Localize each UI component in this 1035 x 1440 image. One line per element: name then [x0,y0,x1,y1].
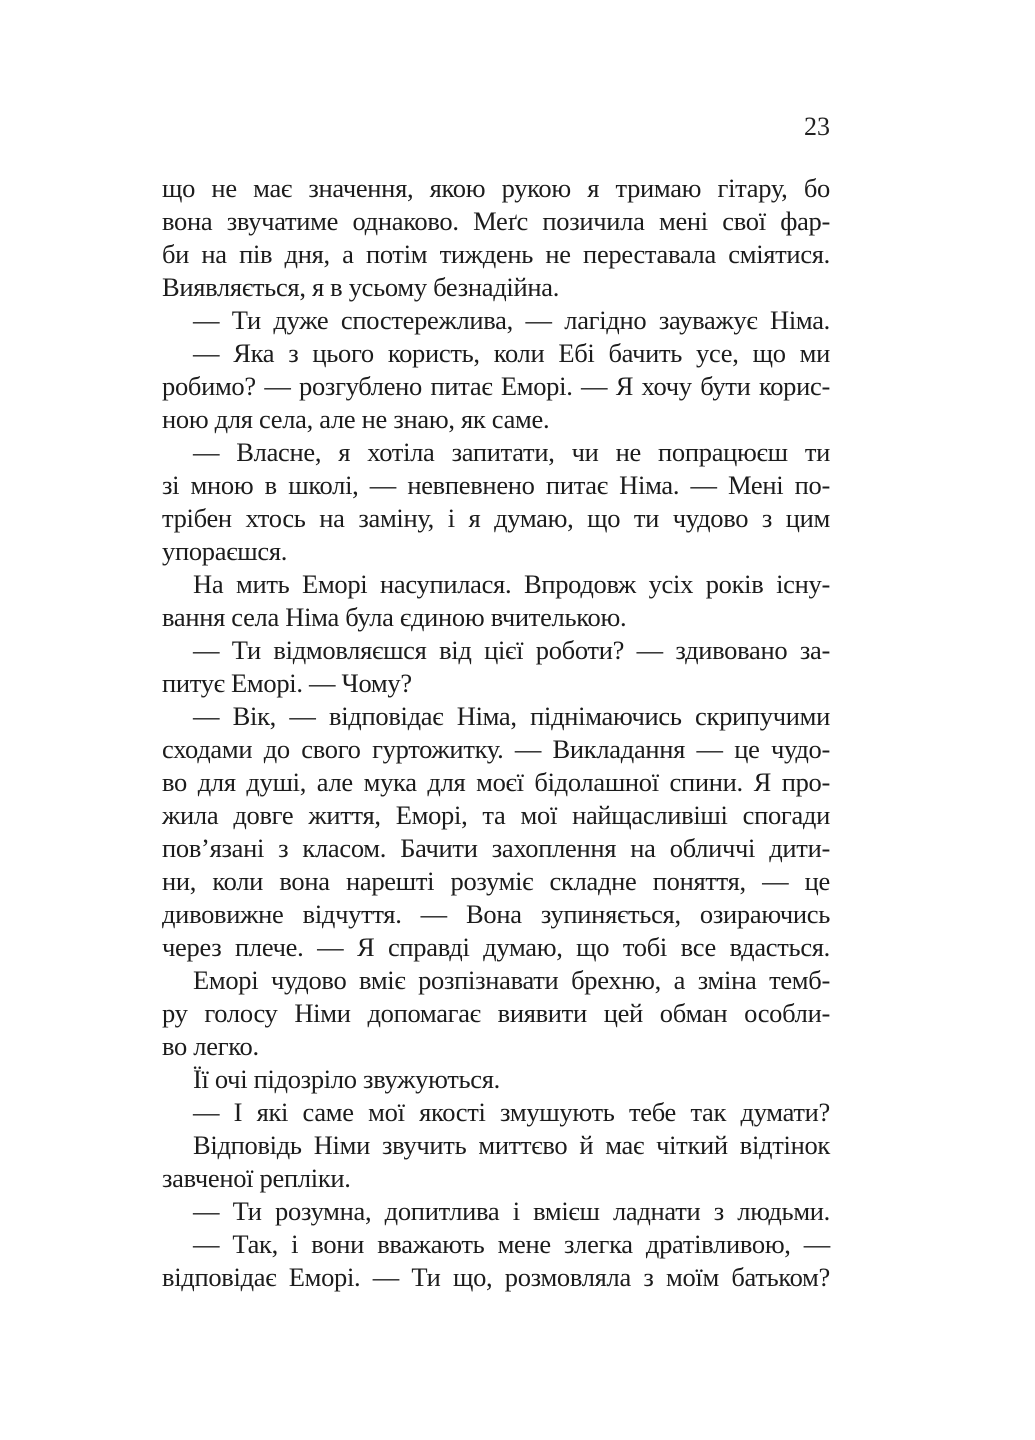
text-line: пов’язані з класом. Бачити захоплення на обличчі дити- [162,833,830,863]
paragraph [162,1129,830,1195]
paragraph [162,1096,830,1129]
text-line: вання села Німа була єдиною вчителькою. [162,602,627,632]
text-line: ни, коли вона нарешті розуміє складне поняття, — це [162,866,830,896]
page-number: 23 [804,112,830,141]
text-line: Еморі чудово вміє розпізнавати брехню, а зміна темб- [193,965,830,995]
paragraph [162,700,830,964]
text-line: во для душі, але мука для моєї бідолашної спини. Я про- [162,767,830,797]
paragraph [162,337,830,436]
text-line: завченої репліки. [162,1163,351,1193]
paragraph [162,568,830,634]
text-line: упораєшся. [162,536,288,566]
text-line: На мить Еморі насупилася. Впродовж усіх років існу- [193,569,830,599]
text-line: через плече. — Я справді думаю, що тобі все вдасться. [162,932,830,962]
text-line: — Яка з цього користь, коли Ебі бачить усе, що ми [193,338,830,368]
paragraph [162,1195,830,1228]
text-line: — Ти дуже спостережлива, — лагідно зауважує Німа. [193,305,830,335]
text-line: робимо? — розгублено питає Еморі. — Я хочу бути корис- [162,371,830,401]
text-line: зі мною в школі, — невпевнено питає Німа. — Мені по- [162,470,830,500]
text-line: — Ти розумна, допитлива і вмієш ладнати з людьми. [193,1196,830,1226]
text-line: — Вік, — відповідає Німа, піднімаючись скрипучими [193,701,830,731]
text-line: би на пів дня, а потім тиждень не переставала сміятися. [162,239,830,269]
text-line: — Ти відмовляєшся від цієї роботи? — здивовано за- [193,635,830,665]
paragraph [162,172,830,304]
paragraph [162,1063,830,1096]
body-text [162,172,830,1294]
text-line: — Власне, я хотіла запитати, чи не попрацюєш ти [193,437,830,467]
text-line: що не має значення, якою рукою я тримаю гітару, бо [162,173,830,203]
text-line: жила довге життя, Еморі, та мої найщасливіші спогади [162,800,830,830]
paragraph [162,634,830,700]
text-line: дивовижне відчуття. — Вона зупиняється, озираючись [162,899,830,929]
text-line: сходами до свого гуртожитку. — Викладання — це чудо- [162,734,830,764]
text-line: во легко. [162,1031,259,1061]
paragraph [162,436,830,568]
text-line: вона звучатиме однаково. Меґс позичила мені свої фар- [162,206,830,236]
text-line: ною для села, але не знаю, як саме. [162,404,550,434]
text-line: питує Еморі. — Чому? [162,668,412,698]
text-line: — І які саме мої якості змушують тебе так думати? [193,1097,830,1127]
paragraph [162,964,830,1063]
text-line: — Так, і вони вважають мене злегка дратівливою, — [193,1229,830,1259]
text-line: Виявляється, я в усьому безнадійна. [162,272,560,302]
text-line: Відповідь Німи звучить миттєво й має чіткий відтінок [193,1130,830,1160]
text-line: відповідає Еморі. — Ти що, розмовляла з моїм батьком? [162,1262,830,1292]
text-line: ру голосу Німи допомагає виявити цей обман особли- [162,998,830,1028]
text-line: Її очі підозріло звужуються. [193,1064,500,1094]
paragraph [162,1228,830,1294]
text-line: трібен хтось на заміну, і я думаю, що ти чудово з цим [162,503,830,533]
paragraph [162,304,830,337]
